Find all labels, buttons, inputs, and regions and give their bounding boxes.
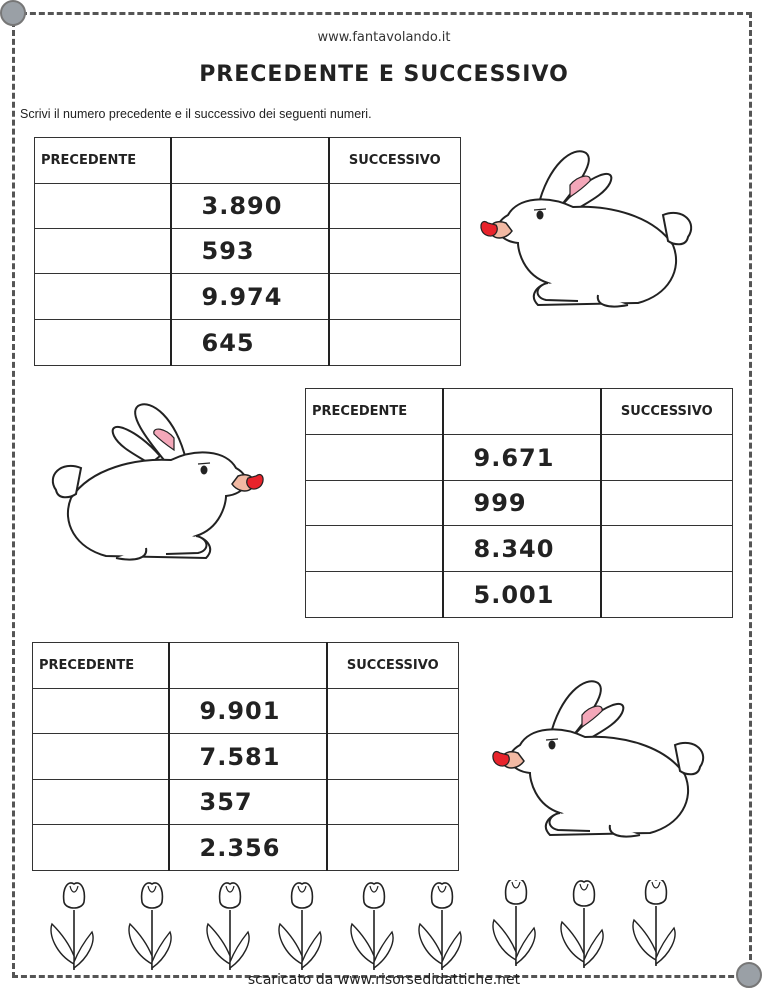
answer-cell-successivo[interactable] <box>329 320 461 366</box>
given-number: 5.001 <box>443 572 601 618</box>
answer-cell-precedente[interactable] <box>35 184 171 229</box>
answer-cell-precedente[interactable] <box>33 734 169 780</box>
given-number: 2.356 <box>169 825 327 871</box>
bunny-icon <box>490 675 710 850</box>
answer-cell-precedente[interactable] <box>33 780 169 825</box>
tulip-icon <box>419 883 461 970</box>
answer-cell-successivo[interactable] <box>601 435 733 481</box>
answer-cell-successivo[interactable] <box>329 229 461 274</box>
answer-cell-precedente[interactable] <box>306 526 443 572</box>
answer-cell-precedente[interactable] <box>306 572 443 618</box>
answer-cell-precedente[interactable] <box>35 274 171 320</box>
exercise-table-1 <box>34 137 461 366</box>
given-number: 645 <box>171 320 329 366</box>
answer-cell-precedente[interactable] <box>33 689 169 734</box>
tulip-icon <box>561 881 603 968</box>
answer-cell-successivo[interactable] <box>329 274 461 320</box>
header-precedente: PRECEDENTE <box>33 643 169 689</box>
site-url: www.fantavolando.it <box>317 30 451 45</box>
tulip-icon <box>279 883 321 970</box>
answer-cell-successivo[interactable] <box>327 825 459 871</box>
tulip-icon <box>633 880 675 966</box>
answer-cell-successivo[interactable] <box>327 734 459 780</box>
given-number: 593 <box>171 229 329 274</box>
header-successivo: SUCCESSIVO <box>601 389 733 435</box>
given-number: 357 <box>169 780 327 825</box>
header-precedente: PRECEDENTE <box>35 138 171 184</box>
given-number: 9.974 <box>171 274 329 320</box>
answer-cell-precedente[interactable] <box>35 229 171 274</box>
page-title: PRECEDENTE E SUCCESSIVO <box>199 62 569 87</box>
answer-cell-precedente[interactable] <box>35 320 171 366</box>
tulip-icon <box>129 883 171 970</box>
tulip-icon <box>51 883 93 970</box>
bunny-icon <box>478 145 698 320</box>
given-number: 9.671 <box>443 435 601 481</box>
instruction-text: Scrivi il numero precedente e il successivo dei seguenti numeri. <box>20 107 372 121</box>
given-number: 7.581 <box>169 734 327 780</box>
given-number: 9.901 <box>169 689 327 734</box>
exercise-table-3 <box>32 642 459 871</box>
answer-cell-successivo[interactable] <box>601 481 733 526</box>
header-successivo: SUCCESSIVO <box>329 138 461 184</box>
answer-cell-successivo[interactable] <box>327 780 459 825</box>
answer-cell-successivo[interactable] <box>329 184 461 229</box>
exercise-table-2 <box>305 388 733 618</box>
tulip-icon <box>493 880 535 966</box>
footer-credit: scaricato da www.risorsedidattiche.net <box>247 972 521 988</box>
answer-cell-successivo[interactable] <box>327 689 459 734</box>
corner-dot-top-left <box>0 0 26 26</box>
answer-cell-precedente[interactable] <box>306 435 443 481</box>
answer-cell-successivo[interactable] <box>601 572 733 618</box>
tulip-icon <box>351 883 393 970</box>
answer-cell-precedente[interactable] <box>33 825 169 871</box>
given-number: 3.890 <box>171 184 329 229</box>
tulip-icon <box>207 883 249 970</box>
tulip-row <box>40 880 720 970</box>
answer-cell-successivo[interactable] <box>601 526 733 572</box>
bunny-icon <box>36 398 266 578</box>
given-number: 999 <box>443 481 601 526</box>
given-number: 8.340 <box>443 526 601 572</box>
header-successivo: SUCCESSIVO <box>327 643 459 689</box>
header-precedente: PRECEDENTE <box>306 389 443 435</box>
answer-cell-precedente[interactable] <box>306 481 443 526</box>
